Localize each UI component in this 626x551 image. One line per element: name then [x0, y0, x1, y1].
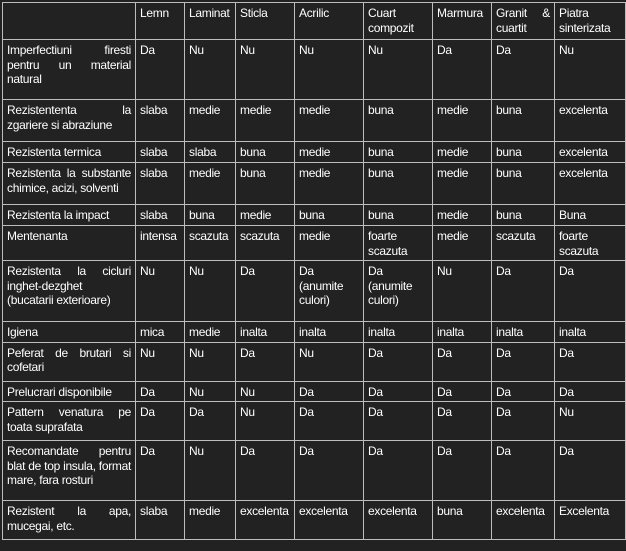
table-cell: Da — [136, 40, 185, 100]
table-cell: medie — [433, 142, 492, 163]
table-cell: Da — [364, 441, 433, 501]
table-cell: buna — [364, 100, 433, 142]
table-cell: Nu — [295, 40, 364, 100]
table-cell: Da — [433, 40, 492, 100]
table-row — [3, 205, 626, 226]
table-cell: slaba — [136, 100, 185, 142]
table-row — [3, 40, 626, 100]
table-cell: Nu — [136, 261, 185, 322]
header-row — [3, 3, 626, 40]
table-cell: Da — [555, 381, 626, 402]
table-cell: Nu — [433, 261, 492, 322]
table-cell: slaba — [185, 142, 236, 163]
table-cell: Nu — [185, 381, 236, 402]
table-cell: Da — [236, 261, 295, 322]
table-cell: scazuta — [185, 226, 236, 261]
table-cell: medie — [295, 226, 364, 261]
table-cell: medie — [185, 322, 236, 343]
table-cell: Nu — [136, 342, 185, 381]
table-cell: scazuta — [492, 226, 555, 261]
table-cell: Da — [433, 402, 492, 441]
table-cell: buna — [185, 205, 236, 226]
row-label: Igiena — [3, 322, 136, 343]
table-row — [3, 441, 626, 501]
table-cell: Da — [492, 342, 555, 381]
table-cell: buna — [295, 205, 364, 226]
table-cell: Da (anumite culori) — [295, 261, 364, 322]
table-cell: foarte scazuta — [364, 226, 433, 261]
table-cell: medie — [185, 100, 236, 142]
table-cell: Da — [555, 342, 626, 381]
table-cell: excelenta — [295, 501, 364, 540]
table-cell: Buna — [555, 205, 626, 226]
table-cell: Da — [492, 261, 555, 322]
table-cell: buna — [236, 142, 295, 163]
table-cell: intensa — [136, 226, 185, 261]
table-cell: buna — [492, 142, 555, 163]
table-cell: foarte scazuta — [555, 226, 626, 261]
table-row — [3, 261, 626, 322]
table-cell: Nu — [555, 40, 626, 100]
row-label: Recomandate pentru blat de top insula, format mare, fara rosturi — [3, 441, 136, 501]
materials-comparison-table — [2, 2, 626, 540]
table-cell: medie — [295, 100, 364, 142]
table-cell: Nu — [236, 402, 295, 441]
table-cell: mica — [136, 322, 185, 343]
table-row — [3, 100, 626, 142]
table-row — [3, 142, 626, 163]
column-header: Granit & cuartit — [492, 3, 555, 40]
column-header: Cuart compozit — [364, 3, 433, 40]
row-label: Rezistenta la impact — [3, 205, 136, 226]
row-label: Rezistenta la cicluri inghet-dezghet (bucatarii exterioare) — [3, 261, 136, 322]
table-cell: buna — [433, 501, 492, 540]
table-cell: medie — [185, 163, 236, 205]
row-label: Prelucrari disponibile — [3, 381, 136, 402]
table-cell: Da — [295, 402, 364, 441]
row-label: Peferat de brutari si cofetari — [3, 342, 136, 381]
table-cell: inalta — [364, 322, 433, 343]
table-cell: buna — [236, 163, 295, 205]
table-cell: Nu — [185, 342, 236, 381]
row-label: Rezistententa la zgariere si abraziune — [3, 100, 136, 142]
column-header: Piatra sinterizata — [555, 3, 626, 40]
table-cell: buna — [364, 142, 433, 163]
table-row — [3, 342, 626, 381]
table-cell: excelenta — [555, 100, 626, 142]
table-cell: inalta — [295, 322, 364, 343]
table-row — [3, 163, 626, 205]
row-label: Pattern venatura pe toata suprafata — [3, 402, 136, 441]
table-cell: medie — [295, 163, 364, 205]
table-cell: medie — [433, 163, 492, 205]
table-cell: Da — [136, 381, 185, 402]
table-cell: Da — [364, 342, 433, 381]
row-label: Rezistent la apa, mucegai, etc. — [3, 501, 136, 540]
table-cell: slaba — [136, 205, 185, 226]
table-cell: Nu — [236, 40, 295, 100]
table-cell: Da — [295, 441, 364, 501]
table-cell: buna — [492, 205, 555, 226]
table-cell: Nu — [555, 402, 626, 441]
table-cell: buna — [364, 163, 433, 205]
table-cell: medie — [236, 100, 295, 142]
row-label: Rezistenta termica — [3, 142, 136, 163]
column-header: Marmura — [433, 3, 492, 40]
table-cell: medie — [236, 205, 295, 226]
table-cell: Da — [492, 40, 555, 100]
table-cell: Da — [295, 381, 364, 402]
table-cell: Nu — [185, 441, 236, 501]
table-cell: Da — [492, 441, 555, 501]
table-row — [3, 501, 626, 540]
table-cell: excelenta — [236, 501, 295, 540]
table-cell: inalta — [492, 322, 555, 343]
table-cell: Da — [236, 342, 295, 381]
table-cell: excelenta — [364, 501, 433, 540]
table-cell: medie — [433, 205, 492, 226]
table-cell: Da — [185, 402, 236, 441]
table-cell: scazuta — [236, 226, 295, 261]
table-cell: slaba — [136, 501, 185, 540]
table-cell: Da — [136, 402, 185, 441]
table-cell: Excelenta — [555, 501, 626, 540]
table-cell: Nu — [236, 381, 295, 402]
column-header: Acrilic — [295, 3, 364, 40]
table-cell: Da — [236, 441, 295, 501]
table-cell: excelenta — [555, 163, 626, 205]
column-header: Sticla — [236, 3, 295, 40]
table-cell: medie — [433, 100, 492, 142]
table-cell: inalta — [555, 322, 626, 343]
table-cell: slaba — [136, 142, 185, 163]
column-header: Laminat — [185, 3, 236, 40]
table-row — [3, 402, 626, 441]
table-cell: Da (anumite culori) — [364, 261, 433, 322]
table-cell: Da — [364, 381, 433, 402]
table-cell: buna — [364, 205, 433, 226]
table-cell: Da — [433, 342, 492, 381]
table-cell: medie — [295, 142, 364, 163]
table-cell: Nu — [295, 342, 364, 381]
column-header: Lemn — [136, 3, 185, 40]
table-cell: excelenta — [555, 142, 626, 163]
table-cell: Da — [364, 402, 433, 441]
table-cell: Da — [555, 261, 626, 322]
table-cell: inalta — [433, 322, 492, 343]
table-row — [3, 322, 626, 343]
table-cell: inalta — [236, 322, 295, 343]
row-label: Mentenanta — [3, 226, 136, 261]
header-cell-corner — [3, 3, 136, 40]
table-cell: Da — [433, 441, 492, 501]
table-cell: buna — [492, 100, 555, 142]
table-cell: Nu — [364, 40, 433, 100]
table-cell: buna — [492, 163, 555, 205]
table-cell: Da — [492, 381, 555, 402]
table-cell: Da — [492, 402, 555, 441]
table-cell: Da — [555, 441, 626, 501]
table-cell: Da — [433, 381, 492, 402]
table-cell: excelenta — [492, 501, 555, 540]
table-body — [3, 40, 626, 540]
row-label: Rezistenta la substante chimice, acizi, solventi — [3, 163, 136, 205]
table-cell: slaba — [136, 163, 185, 205]
table-cell: Da — [136, 441, 185, 501]
table-row — [3, 226, 626, 261]
table-cell: medie — [185, 501, 236, 540]
table-row — [3, 381, 626, 402]
table-cell: medie — [433, 226, 492, 261]
table-cell: Nu — [185, 40, 236, 100]
row-label: Imperfectiuni firesti pentru un material natural — [3, 40, 136, 100]
table-cell: Nu — [185, 261, 236, 322]
